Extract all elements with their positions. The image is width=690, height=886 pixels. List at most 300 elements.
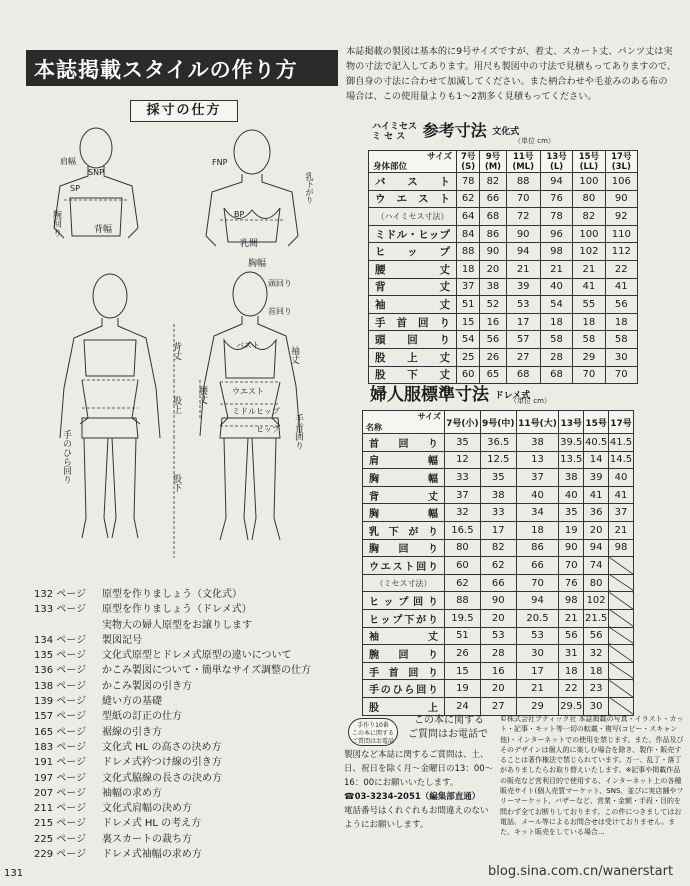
table-row <box>369 225 638 243</box>
table-cell: 62 <box>480 557 516 575</box>
label-atamamawari: 頭回り <box>268 279 292 288</box>
table-cell: 26 <box>445 645 481 663</box>
list-item <box>34 786 311 801</box>
table2-col-header: 15号 <box>584 411 609 434</box>
page-ref: 225 ページ <box>34 833 87 845</box>
table-cell: 56 <box>605 296 637 314</box>
table-cell: 32 <box>584 645 609 663</box>
table-cell: 19.5 <box>445 609 481 627</box>
table-cell: 30 <box>516 645 559 663</box>
table-cell: 94 <box>584 539 609 557</box>
row-label: 頭回り <box>369 331 457 349</box>
list-item <box>34 816 311 831</box>
table-cell: 51 <box>445 627 481 645</box>
page-ref: 136 ページ <box>34 665 87 677</box>
table1-col-header: 13号 (L) <box>540 151 572 173</box>
table-cell: 53 <box>480 627 516 645</box>
page-ref: 138 ページ <box>34 680 87 692</box>
table-cell: 70 <box>605 366 637 384</box>
list-item <box>34 694 311 709</box>
table-cell: 15 <box>457 313 480 331</box>
table-cell: 22 <box>605 260 637 278</box>
table1-col-header: 15号 (LL) <box>573 151 605 173</box>
table-cell: 94 <box>506 243 540 261</box>
table-cell: 100 <box>573 225 605 243</box>
table1-header-row <box>369 151 638 173</box>
table-cell: 82 <box>480 539 516 557</box>
inquiry-body: 製図など本誌に関するご質問は、土、日、祝日を除く月～金曜日の13：00～16：00にお願いいたします。 <box>344 750 494 788</box>
table-cell: 65 <box>480 366 506 384</box>
table2-heading-suffix: ドレメ式 <box>494 390 531 401</box>
row-label: （ミセス寸法） <box>363 574 445 592</box>
table-cell: 20 <box>480 680 516 698</box>
inquiry-phone: ☎03-3234-2051（編集部直通） <box>344 792 481 802</box>
table-cell: 27 <box>480 697 516 715</box>
table-row <box>369 208 638 226</box>
table-cell: 41 <box>605 278 637 296</box>
table-cell: 74 <box>584 557 609 575</box>
table-cell: 40 <box>559 486 584 504</box>
row-label: 背丈 <box>363 486 445 504</box>
table-cell: 66 <box>480 190 506 208</box>
label-bp: BP <box>234 210 245 219</box>
table-cell: 88 <box>506 173 540 191</box>
table2-col-header: 7号(小) <box>445 411 481 434</box>
table-cell: 78 <box>540 208 572 226</box>
row-label: 腕回り <box>363 645 445 663</box>
table-row <box>363 521 634 539</box>
label-hip: ヒップ <box>256 425 280 434</box>
table-cell: 21 <box>506 260 540 278</box>
list-item <box>34 847 311 862</box>
table-cell: 41 <box>573 278 605 296</box>
label-waist: ウエスト <box>232 387 264 396</box>
table2-col-header: 13号 <box>559 411 584 434</box>
table-cell: 112 <box>605 243 637 261</box>
table-cell: 70 <box>573 366 605 384</box>
page-topic: 文化式原型とドレメ式原型の違いについて <box>102 650 292 662</box>
table-cell: 39.5 <box>559 434 584 452</box>
table-cell: 60 <box>445 557 481 575</box>
table-cell: 62 <box>457 190 480 208</box>
inquiry-badge: 手作り10番 この本に関する ご質問はお電話 <box>348 718 398 746</box>
table-cell: 20.5 <box>516 609 559 627</box>
table-cell: 92 <box>605 208 637 226</box>
table-row <box>369 173 638 191</box>
table-cell: 58 <box>540 331 572 349</box>
table-cell <box>609 662 634 680</box>
table-cell: 12.5 <box>480 451 516 469</box>
label-chikan: 乳間 <box>240 239 259 249</box>
row-label: 肩幅 <box>363 451 445 469</box>
table-cell: 66 <box>516 557 559 575</box>
row-label: 手のひら回り <box>363 680 445 698</box>
table-cell: 14 <box>584 451 609 469</box>
list-item <box>34 709 311 724</box>
table1-col-header: 9号 (M) <box>480 151 506 173</box>
table-cell: 78 <box>457 173 480 191</box>
page-ref: 215 ページ <box>34 818 87 830</box>
row-label: ヒップ回り <box>363 592 445 610</box>
page-ref: 197 ページ <box>34 772 87 784</box>
table-cell: 90 <box>480 592 516 610</box>
list-item <box>34 633 311 648</box>
table-cell: 29 <box>516 697 559 715</box>
table2-col-header: 17号 <box>609 411 634 434</box>
table-cell: 76 <box>559 574 584 592</box>
row-label: 胸幅 <box>363 469 445 487</box>
table-row <box>369 243 638 261</box>
table-cell: 16.5 <box>445 521 481 539</box>
page-topic: 袖幅の求め方 <box>102 787 162 799</box>
table-cell: 18 <box>605 313 637 331</box>
table-cell: 19 <box>559 521 584 539</box>
table-row <box>363 539 634 557</box>
table-cell: 36 <box>584 504 609 522</box>
table-cell: 31 <box>559 645 584 663</box>
table-row <box>363 680 634 698</box>
label-middlehip: ミドルヒップ <box>232 407 280 416</box>
label-sehaba: 背幅 <box>94 225 113 235</box>
table-cell: 17 <box>516 662 559 680</box>
table-cell <box>609 697 634 715</box>
table-cell: 51 <box>457 296 480 314</box>
table-cell: 90 <box>605 190 637 208</box>
table-row <box>363 697 634 715</box>
table-cell: 13 <box>516 451 559 469</box>
table-cell: 40 <box>516 486 559 504</box>
row-label: 袖丈 <box>369 296 457 314</box>
table-row <box>363 645 634 663</box>
table-row <box>369 348 638 366</box>
page-number: 131 <box>4 868 24 879</box>
table-cell: 37 <box>445 486 481 504</box>
list-item <box>34 740 311 755</box>
page-topic: 型紙の訂正の仕方 <box>102 711 182 723</box>
table-cell: 94 <box>516 592 559 610</box>
table-row <box>363 592 634 610</box>
table-cell: 37 <box>516 469 559 487</box>
page-topic: 原型を作りましょう（文化式） <box>102 589 242 600</box>
table1-unit: （単位 cm） <box>514 137 555 145</box>
table-cell: 20 <box>480 260 506 278</box>
table-cell: 19 <box>445 680 481 698</box>
table-cell: 58 <box>573 331 605 349</box>
page-ref: 135 ページ <box>34 650 87 662</box>
inquiry-line1: この本に関する <box>414 715 484 726</box>
label-bust: バスト <box>236 341 260 350</box>
table-cell: 80 <box>573 190 605 208</box>
table-row <box>369 313 638 331</box>
table-cell: 70 <box>516 574 559 592</box>
table-row <box>369 331 638 349</box>
table-cell: 12 <box>445 451 481 469</box>
row-label: ヒップ下がり <box>363 609 445 627</box>
row-label: バスト <box>369 173 457 191</box>
table-row <box>363 574 634 592</box>
table1-heading-suffix: 文化式 <box>492 126 520 137</box>
list-item <box>34 755 311 770</box>
list-item <box>34 602 311 617</box>
page-topic: 縫い方の基礎 <box>102 696 162 708</box>
label-seitake: 背丈 <box>171 342 181 360</box>
table1-corner <box>369 151 457 173</box>
row-label: 股上丈 <box>369 348 457 366</box>
page-ref: 191 ページ <box>34 757 87 769</box>
table-cell: 21 <box>516 680 559 698</box>
table-cell: 54 <box>457 331 480 349</box>
row-label: 胸回り <box>363 539 445 557</box>
table-row <box>363 434 634 452</box>
table-cell: 54 <box>540 296 572 314</box>
table-cell: 82 <box>573 208 605 226</box>
row-label: 股下丈 <box>369 366 457 384</box>
table-cell: 86 <box>480 225 506 243</box>
table2-corner-top: サイズ <box>417 412 441 421</box>
table-cell: 38 <box>516 434 559 452</box>
table-cell: 57 <box>506 331 540 349</box>
table1-heading-title: 参考寸法 <box>422 121 487 140</box>
row-label: 手首回り <box>369 313 457 331</box>
copyright-notice: ©株式会社ブティック社 本誌掲載の写真・イラスト・カット・記事・キット等一切の転載・複写(コピー・スキャン他)・インターネットでの使用を禁じます。また、作品及びそのデザインは個人的に楽しむ場合を除き、製作・販売することは著作権法で禁じられています。万一、乱丁・落丁がありましたらお取り替えいたします。※記事や掲載作品の販売など営利目的で使用する、インターネット上の各種販売サイト(個人売買マーケット、SNS、並びに実店舗やフリーマーケット、バザーなど、営業・金額・手段・目的を問わず全てお断りしております。この件につきましてはお電話、メール等によるお問合せは受けておりません。また、キット販売をしている場合… <box>500 715 684 837</box>
table-cell: 53 <box>506 296 540 314</box>
table-cell: 102 <box>584 592 609 610</box>
table-cell: 41 <box>584 486 609 504</box>
table-cell: 33 <box>480 504 516 522</box>
table-cell: 106 <box>605 173 637 191</box>
table-cell: 15 <box>445 662 481 680</box>
table-cell <box>609 592 634 610</box>
page-topic: 文化式脇線の長さの決め方 <box>102 772 222 784</box>
row-label: ヒップ <box>369 243 457 261</box>
page-topic: ドレメ式 HL の考え方 <box>102 818 202 830</box>
table-cell: 64 <box>457 208 480 226</box>
table2-unit: （単位 cm） <box>510 397 551 405</box>
table1-col-header: 17号 (3L) <box>605 151 637 173</box>
standard-size-table <box>362 410 634 716</box>
table-cell: 35 <box>445 434 481 452</box>
label-sodetake: 袖丈 <box>289 346 299 364</box>
table-row <box>363 557 634 575</box>
table-cell <box>609 609 634 627</box>
row-label: 手首回り <box>363 662 445 680</box>
table-cell: 68 <box>480 208 506 226</box>
page-ref <box>34 618 102 633</box>
table-row <box>363 486 634 504</box>
table-cell: 76 <box>540 190 572 208</box>
table-cell: 24 <box>445 697 481 715</box>
label-kotake: 腰丈 <box>197 386 207 404</box>
table-cell: 98 <box>540 243 572 261</box>
row-label: 袖丈 <box>363 627 445 645</box>
table-row <box>369 296 638 314</box>
label-wakimawari: 腕回り <box>51 210 61 237</box>
table2-col-header: 9号(中) <box>480 411 516 434</box>
table1-corner-top: サイズ <box>427 151 452 162</box>
label-sp: SP <box>70 184 80 193</box>
table-cell: 35 <box>559 504 584 522</box>
row-label: 乳下がり <box>363 521 445 539</box>
table-cell: 18 <box>516 521 559 539</box>
table-cell: 94 <box>540 173 572 191</box>
table-cell: 34 <box>516 504 559 522</box>
page-ref: 132 ページ <box>34 589 87 600</box>
table-cell: 96 <box>540 225 572 243</box>
table-cell: 17 <box>506 313 540 331</box>
page-topic: 原型を作りましょう（ドレメ式） <box>102 604 252 616</box>
table-row <box>363 469 634 487</box>
page-title: 本誌掲載スタイルの作り方 <box>26 50 338 86</box>
table-cell: 56 <box>584 627 609 645</box>
page-topic: かこみ製図の引き方 <box>102 680 192 692</box>
table-row <box>363 627 634 645</box>
table-cell: 80 <box>584 574 609 592</box>
intro-text: 本誌掲載の製図は基本的に9号サイズですが、着丈、スカート丈、パンツ丈は実物の寸法で記入してあります。用尺も製図中の寸法で見積もってありますので、御自身の寸法に合わせて加減してください。また柄合わせや毛並みのある布の場合は、この使用量よりも1～2割多く見積もってください。 <box>346 46 676 102</box>
table-cell <box>609 645 634 663</box>
table-cell: 21.5 <box>584 609 609 627</box>
page-topic: 実物大の婦人原型をお譲りします <box>102 619 252 631</box>
table-cell: 40.5 <box>584 434 609 452</box>
table-cell: 39 <box>506 278 540 296</box>
table-cell <box>609 680 634 698</box>
row-label: ウエスト回り <box>363 557 445 575</box>
page-topic: 文化式肩幅の決め方 <box>102 803 192 815</box>
table-cell: 22 <box>559 680 584 698</box>
table-cell: 35 <box>480 469 516 487</box>
table-cell: 37 <box>609 504 634 522</box>
table-cell: 86 <box>516 539 559 557</box>
table1-col-header: 7号 (S) <box>457 151 480 173</box>
table-cell: 21 <box>559 609 584 627</box>
table-cell: 21 <box>609 521 634 539</box>
table-cell: 80 <box>445 539 481 557</box>
table-row <box>363 662 634 680</box>
list-item <box>34 801 311 816</box>
table-cell: 40 <box>609 469 634 487</box>
list-item <box>34 618 311 633</box>
table-cell: 41.5 <box>609 434 634 452</box>
table-cell: 90 <box>559 539 584 557</box>
table-cell: 110 <box>605 225 637 243</box>
reference-size-table <box>368 150 638 384</box>
table-cell: 32 <box>445 504 481 522</box>
page-topic: かこみ製図について・簡単なサイズ調整の仕方 <box>102 665 311 677</box>
page-ref: 139 ページ <box>34 696 87 708</box>
page-topic: 製図記号 <box>102 634 142 646</box>
row-label: ミドル・ヒップ <box>369 225 457 243</box>
page-ref: 157 ページ <box>34 711 87 723</box>
table-cell <box>609 627 634 645</box>
table-cell: 26 <box>480 348 506 366</box>
page-topic: 文化式 HL の高さの決め方 <box>102 741 222 753</box>
table-cell: 56 <box>480 331 506 349</box>
table-cell: 16 <box>480 662 516 680</box>
label-chishitagari: 乳下がり <box>305 172 314 204</box>
table-cell: 21 <box>573 260 605 278</box>
table-cell: 18 <box>573 313 605 331</box>
label-tekubi: 手首回り <box>293 414 303 450</box>
list-item <box>34 771 311 786</box>
inquiry-line2: ご質問はお電話で <box>408 729 488 740</box>
table-cell: 20 <box>480 609 516 627</box>
table-cell: 21 <box>540 260 572 278</box>
table-cell: 13.5 <box>559 451 584 469</box>
table2-heading <box>370 380 530 405</box>
table-cell: 18 <box>559 662 584 680</box>
table-cell: 29.5 <box>559 697 584 715</box>
table2-corner-bottom: 名称 <box>366 423 382 432</box>
table-cell: 70 <box>559 557 584 575</box>
label-fnp: FNP <box>212 158 228 167</box>
table-row <box>363 609 634 627</box>
table-cell: 40 <box>540 278 572 296</box>
table-cell: 70 <box>506 190 540 208</box>
inquiry-note: 電話番号はくれぐれもお間違えのないようにお願いします。 <box>344 806 489 830</box>
table-cell: 68 <box>540 366 572 384</box>
page-ref: 133 ページ <box>34 604 87 616</box>
row-label: ウエスト <box>369 190 457 208</box>
table-cell: 28 <box>480 645 516 663</box>
table-cell: 14.5 <box>609 451 634 469</box>
row-label: 胸幅 <box>363 504 445 522</box>
table-cell: 36.5 <box>480 434 516 452</box>
row-label: 腰丈 <box>369 260 457 278</box>
table-cell: 39 <box>584 469 609 487</box>
inquiry-block <box>344 714 494 832</box>
row-label: 首回り <box>363 434 445 452</box>
table2-heading-title: 婦人服標準寸法 <box>370 385 489 405</box>
table-cell: 100 <box>573 173 605 191</box>
table-cell: 55 <box>573 296 605 314</box>
table-cell: 20 <box>584 521 609 539</box>
page-ref: 207 ページ <box>34 787 87 799</box>
table-cell: 58 <box>605 331 637 349</box>
table-cell: 90 <box>506 225 540 243</box>
list-item <box>34 587 311 602</box>
table-cell: 38 <box>559 469 584 487</box>
table-cell: 72 <box>506 208 540 226</box>
table-cell: 62 <box>445 574 481 592</box>
list-item <box>34 832 311 847</box>
table2-col-header: 11号(大) <box>516 411 559 434</box>
label-kubimawari: 首回り <box>268 307 292 316</box>
page-ref: 134 ページ <box>34 634 87 646</box>
watermark: blog.sina.com.cn/wanerstart <box>488 864 674 879</box>
table-cell: 16 <box>480 313 506 331</box>
table-cell: 41 <box>609 486 634 504</box>
table1-col-header: 11号 (ML) <box>506 151 540 173</box>
table-cell: 29 <box>573 348 605 366</box>
page-ref: 165 ページ <box>34 726 87 738</box>
table-cell: 23 <box>584 680 609 698</box>
table-cell: 52 <box>480 296 506 314</box>
table-cell: 18 <box>584 662 609 680</box>
page-index-list <box>34 587 311 862</box>
table-cell: 38 <box>480 278 506 296</box>
label-snp: SNP <box>88 168 104 177</box>
table-cell: 33 <box>445 469 481 487</box>
page-topic: 裾線の引き方 <box>102 726 162 738</box>
label-matagami: 股上 <box>171 396 181 414</box>
table-cell: 68 <box>506 366 540 384</box>
table1-heading-prefix: ハイミセス ミ セ ス <box>372 121 418 142</box>
table-row <box>369 190 638 208</box>
page-topic: ドレメ式袖幅の求め方 <box>102 849 202 861</box>
table-cell: 28 <box>540 348 572 366</box>
list-item <box>34 648 311 663</box>
table-cell: 56 <box>559 627 584 645</box>
table1-heading <box>372 118 519 142</box>
